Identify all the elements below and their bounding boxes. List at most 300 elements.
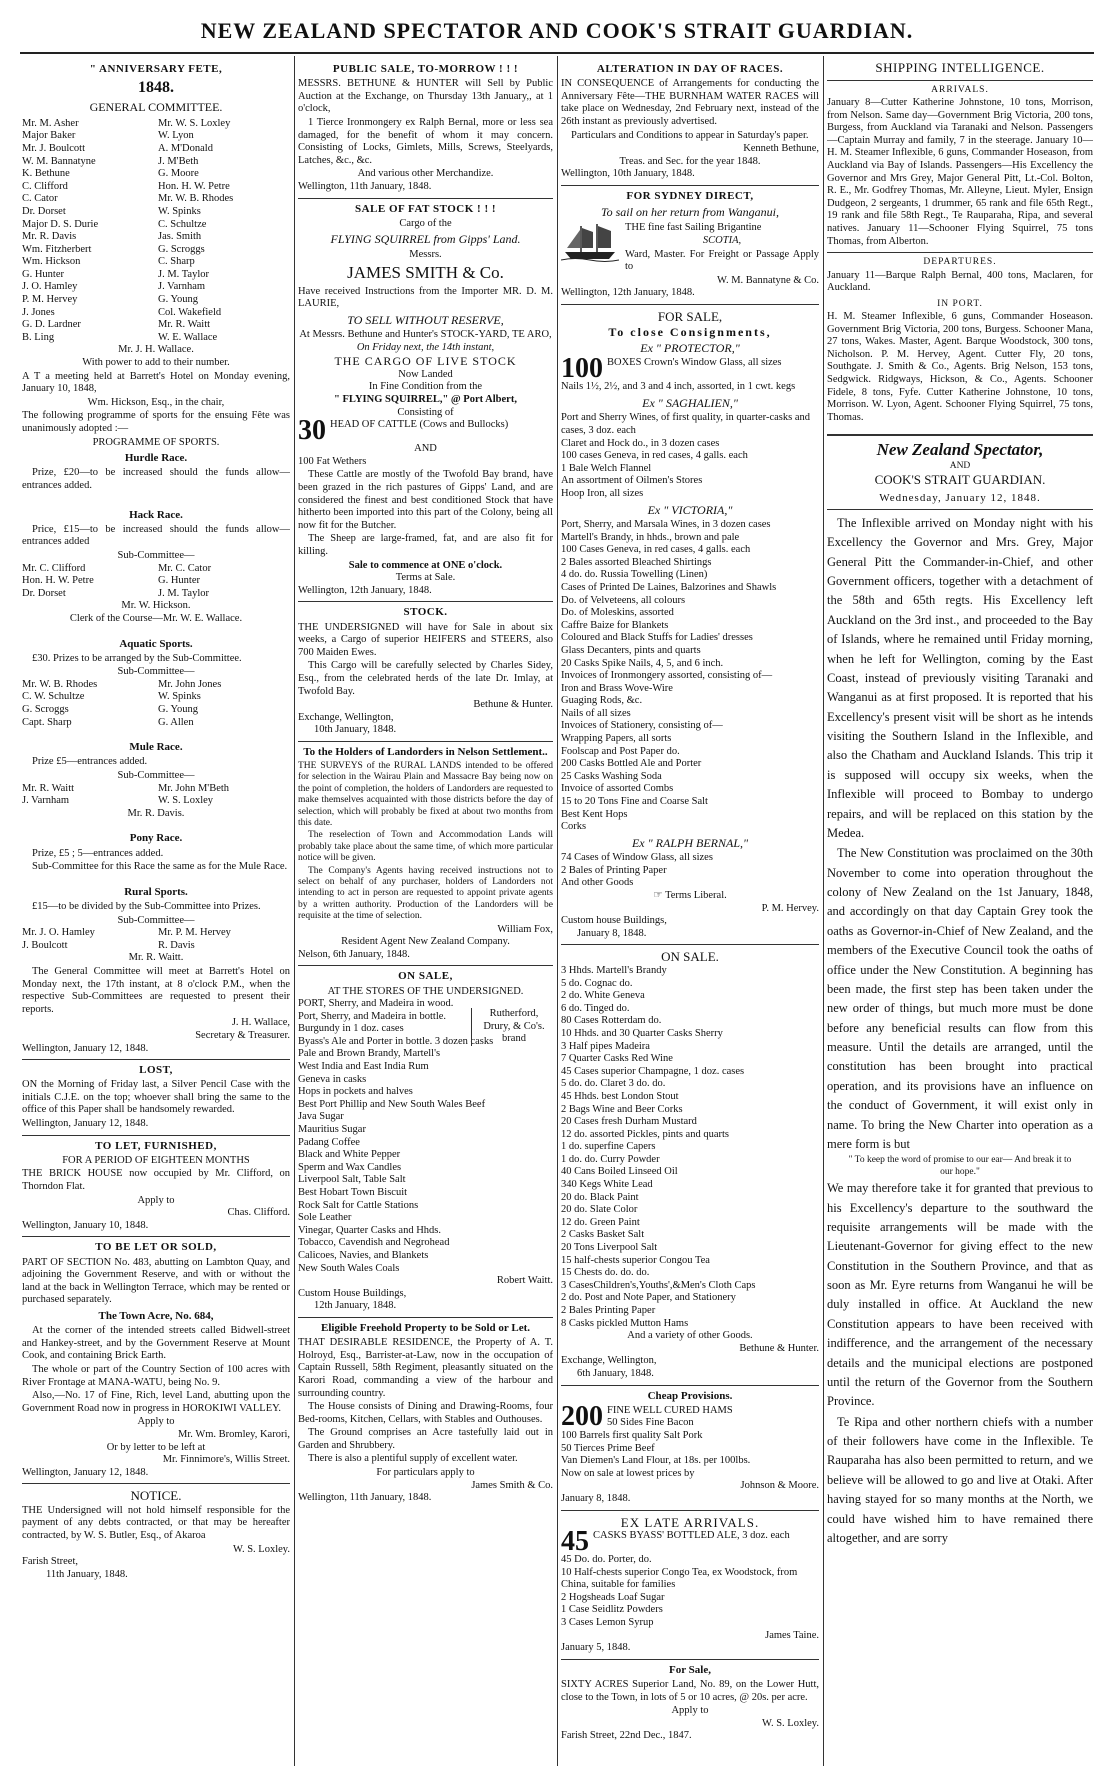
list-item: W. Spinks	[158, 691, 201, 703]
list-item: 2 Bales of Printing Paper	[561, 864, 667, 876]
list-item: 40 Cans Boiled Linseed Oil	[561, 1166, 678, 1178]
list-item: Vinegar, Quarter Casks and Hhds.	[298, 1224, 441, 1236]
sydney-title: FOR SYDNEY DIRECT,	[626, 189, 754, 202]
column-divider	[557, 56, 558, 1766]
aquatic-sub-right	[158, 679, 290, 729]
arrivals-label: ARRIVALS.	[931, 84, 989, 95]
holders-text: THE SURVEYS of the RURAL LANDS intended to be offered for selection in the Wairau Plain and Massacre Bay being now on the point of completion, the holders of Landorders are requested to make themselves acquainted with those districts before the day of selection, which will probably be fixed at about two months from this date.	[298, 761, 553, 829]
lost-title: LOST,	[139, 1064, 173, 1077]
now-landed: Now Landed	[398, 368, 453, 380]
list-item: Foolscap and Post Paper do.	[561, 745, 680, 757]
editorial-p3: We may therefore take it for granted that previous to his Excellency's departure to the southward the requisite arrangements will be made with the Lieutenant-Governor for giving effect to the new Constitution in the Southern Province, and that as soon as Mr. Eyre returns from Wanganui he will be duly installed in office. At Auckland the new Constitution appears to have been received with indifference, and the arrangement of the necessary details and the municipal elections are postponed until the return of the Governor from the Southern Province.	[827, 1181, 1093, 1409]
loxley-name: W. S. Loxley.	[762, 1717, 819, 1729]
public-sale-date: Wellington, 11th January, 1848.	[298, 180, 432, 192]
list-item: Invoice of assorted Combs	[561, 783, 674, 795]
ralph-list	[561, 852, 819, 890]
johnson-name: Johnson & Moore.	[740, 1480, 819, 1492]
thirty-number: 30	[298, 415, 326, 447]
consisting-of: Consisting of	[397, 406, 454, 418]
general-meet-text: The General Committee will meet at Barrett's Hotel on Monday next, the 17th instant, at 8 o'clock P.M., when the respective Sub-Committees are requested to present their reports.	[22, 965, 290, 1015]
mule-sub-list	[22, 783, 290, 808]
list-item: Mr. J. O. Hamley	[22, 927, 95, 939]
editorial-quote: " To keep the word of promise to our ear— And break it to our hope."	[848, 1155, 1072, 1177]
list-item: Capt. Sharp	[22, 716, 72, 728]
list-item: Hon. H. W. Petre	[158, 180, 230, 192]
list-item: 7 Quarter Casks Red Wine	[561, 1053, 673, 1065]
list-item: 1 do. do. Curry Powder	[561, 1153, 660, 1165]
freehold-text4: There is also a plentiful supply of excellent water.	[308, 1453, 518, 1465]
list-item: R. Davis	[158, 939, 195, 951]
secretary-role: Secretary & Treasurer.	[195, 1029, 290, 1041]
rutherford-brand: Rutherford, Drury, & Co's. brand	[471, 1008, 553, 1046]
hurdle-title: Hurdle Race.	[124, 452, 188, 465]
alteration-name: Kenneth Bethune,	[743, 143, 819, 155]
list-item: Pale and Brown Brandy, Martell's	[298, 1048, 441, 1060]
list-item: 340 Kegs White Lead	[561, 1179, 653, 1191]
list-item: 10 Half-chests superior Congo Tea, ex Woodstock, from China, suitable for families	[561, 1566, 798, 1591]
alteration-text: IN CONSEQUENCE of Arrangements for conducting the Anniversary Fête—THE BURNHAM WATER RACES will take place on Wednesday, 2nd February next, instead of the 26th instant as previously advertised.	[561, 78, 819, 127]
freehold-text3: The Ground comprises an Acre tastefully laid out in Garden and Shrubbery.	[298, 1427, 553, 1451]
list-item: 12 do. assorted Pickles, pints and quarts	[561, 1128, 729, 1140]
notice-text: THE Undersigned will not hold himself responsible for the payment of any debts contracted, or that may be hereafter contracted, by W. S. Butler, Esq., of Akaroa	[22, 1504, 290, 1542]
list-item: 20 do. Slate Color	[561, 1204, 638, 1216]
list-item: 3 Cases Lemon Syrup	[561, 1617, 654, 1629]
list-item: Invoices of Ironmongery assorted, consisting of—	[561, 670, 773, 682]
holders-title: To the Holders of Landorders in Nelson Settlement..	[303, 745, 548, 758]
alteration-role: Treas. and Sec. for the year 1848.	[619, 155, 761, 167]
and-text: AND	[414, 443, 437, 455]
stock-name: Bethune & Hunter.	[473, 699, 553, 711]
hack-title: Hack Race.	[129, 508, 183, 521]
ward-text: Ward, Master. For Freight or Passage Apply to	[625, 248, 819, 273]
stock-place: Exchange, Wellington,	[298, 711, 394, 723]
list-item: P. M. Hervey	[22, 294, 78, 306]
whole-text: The whole or part of the Country Section of 100 acres with River Frontage at MANA-WATU, being No. 9.	[22, 1363, 290, 1388]
list-item: Corks	[561, 821, 587, 833]
fox-name: William Fox,	[497, 923, 553, 935]
mule-sub-label: Sub-Committee—	[117, 770, 195, 782]
lost-date: Wellington, January 12, 1848.	[22, 1118, 149, 1130]
list-item: Wm. Fitzherbert	[22, 243, 92, 255]
public-sale-text2: 1 Tierce Ironmongery ex Ralph Bernal, more or less sea damaged, for the benefit of whom it may concern. Consisting of Locks, Gimlets, Mills, Screws, Steelyards, Latches, &c., &c.	[298, 116, 553, 166]
list-item: W. E. Wallace	[158, 331, 218, 343]
list-item: Mr. R. Davis	[22, 231, 77, 243]
without-reserve: TO SELL WITHOUT RESERVE,	[347, 312, 504, 327]
list-item: Hops in pockets and halves	[298, 1086, 413, 1098]
hervey-place: Custom house Buildings,	[561, 915, 667, 927]
list-item: G. D. Lardner	[22, 319, 81, 331]
list-item: Do. of Velveteens, all colours	[561, 594, 686, 606]
sold-title: TO BE LET OR SOLD,	[95, 1241, 217, 1254]
column-divider	[823, 56, 824, 1766]
list-item: J. Varnham	[22, 795, 70, 807]
rural-sub-label: Sub-Committee—	[117, 914, 195, 926]
waitt-place: Custom House Buildings,	[298, 1287, 407, 1299]
forsale2-title: For Sale,	[669, 1663, 711, 1676]
committee-left	[22, 118, 154, 345]
list-item: Dr. Dorset	[22, 205, 66, 217]
list-item: G. Hunter	[22, 268, 64, 280]
column-2	[298, 60, 553, 1765]
ship-icon	[561, 222, 619, 262]
mule-text: Prize £5—entrances added.	[32, 756, 148, 768]
list-item: 8 Casks pickled Mutton Hams	[561, 1317, 689, 1329]
hack-sub-left	[22, 563, 154, 601]
inport-text: H. M. Steamer Inflexible, 6 guns, Commander Hoseason. Government Brig Victoria, 200 tons, Burgess. Schooner Mana, 27 tons, Wakes. Master, Agent. Barque Woodstock, 300 tons, Nicholson. P. M. Hervey, Agent. Cutter Fly, 20 tons, Southgate. J. Smith & Co., Agents. Brig Nelson, 153 tons, Sedgwick. Ridgways, Hickson, & Co., Agents. Schooner Fidele, 8 tons, Fyfe. Cutter Katherine Johnstone, 10 tons, Morrison. W. Lyon, Agent. Schooner Flying Squirrel, 75 tons, Thomas.	[827, 311, 1093, 423]
list-item: C. W. Schultze	[22, 691, 85, 703]
apply-label: Apply to	[137, 1416, 175, 1428]
paper-name: New Zealand Spectator,	[876, 440, 1044, 460]
wethers-text: 100 Fat Wethers	[298, 455, 367, 467]
victoria-list	[561, 519, 819, 834]
list-item: C. Clifford	[22, 180, 68, 192]
list-item: Nails of all sizes	[561, 707, 631, 719]
list-item: 200 Casks Bottled Ale and Porter	[561, 758, 702, 770]
inport-label: IN PORT.	[937, 298, 983, 309]
fs-date: Farish Street, 22nd Dec., 1847.	[561, 1730, 692, 1742]
list-item: Sperm and Wax Candles	[298, 1161, 402, 1173]
hervey-date: January 8, 1848.	[577, 927, 647, 939]
list-item: Now on sale at lowest prices by	[561, 1467, 695, 1479]
list-item: New South Wales Coals	[298, 1262, 400, 1274]
late-list	[561, 1554, 819, 1630]
rural-sub-list	[22, 927, 290, 952]
public-sale-title: PUBLIC SALE, TO-MORROW ! ! !	[332, 63, 519, 75]
list-item: 1 Bale Welch Flannel	[561, 462, 652, 474]
list-item: Mr. C. Clifford	[22, 562, 86, 574]
sold-text: PART OF SECTION No. 483, abutting on Lambton Quay, and adjoining the Government Reserve, and with or without the land at the back in Wellington Terrace, which may be rented or purchased separately.	[22, 1256, 290, 1306]
mule-title: Mule Race.	[129, 741, 183, 754]
freehold-text2: The House consists of Dining and Drawing-Rooms, four Bed-rooms, Kitchen, Cellars, with Stables and Outhouses.	[298, 1401, 553, 1425]
list-item: Geneva in casks	[298, 1073, 367, 1085]
list-item: And other Goods	[561, 877, 634, 889]
cargo-live-stock: THE CARGO OF LIVE STOCK	[334, 354, 517, 369]
onsale-title: ON SALE,	[398, 970, 453, 983]
list-item: 1 do. superfine Capers	[561, 1141, 656, 1153]
list-item: Major Baker	[22, 130, 76, 142]
bh-date: 6th January, 1848.	[577, 1367, 654, 1379]
pony-text: Prize, £5 ; 5—entrances added.	[32, 847, 164, 859]
commence-text: Sale to commence at ONE o'clock.	[348, 559, 503, 571]
list-item: 45 Do. do. Porter, do.	[561, 1554, 652, 1566]
list-item: 20 Cases fresh Durham Mustard	[561, 1116, 697, 1128]
shipping-title: SHIPPING INTELLIGENCE.	[875, 60, 1045, 75]
list-item: J. Varnham	[158, 281, 206, 293]
bromley-name: Mr. Wm. Bromley, Karori,	[178, 1428, 290, 1440]
list-item: 1 Case Seidlitz Powders	[561, 1604, 663, 1616]
list-item: Liverpool Salt, Table Salt	[298, 1174, 406, 1186]
terms-text: Terms at Sale.	[395, 572, 456, 584]
late-date: January 5, 1848.	[561, 1642, 631, 1654]
list-item: Jas. Smith	[158, 231, 202, 243]
let-sub: FOR A PERIOD OF EIGHTEEN MONTHS	[62, 1154, 250, 1166]
onsale-sub: AT THE STORES OF THE UNDERSIGNED.	[327, 985, 524, 997]
departures-label: DEPARTURES.	[923, 257, 997, 268]
fat-stock-title: SALE OF FAT STOCK ! ! !	[354, 202, 497, 215]
committee-list	[22, 118, 290, 345]
editorial-p2: The New Constitution was proclaimed on the 30th November to come into operation throughout the colony of New Zealand on the 1st January, 1848, and accordingly on that day Captain Grey took the oaths as Governor-in-Chief of New Zealand, and the members of the Executive Council took the oaths of office under the New Constitution. A beginning has been made, the first step has been taken under the new order of things, but much more must be done before any beneficial results can flow from this measure. Until the details are arranged, until the constitution has been brought into practical operation, and its provisions have an influence on the conduct of Government, it will exist only in name. To bring the New Charter into operation as a mere form is but	[827, 846, 1093, 1151]
list-item: Mr. W. B. Rhodes	[22, 678, 98, 690]
rural-sub-right	[158, 927, 290, 952]
notice-date: 11th January, 1848.	[46, 1568, 128, 1580]
cattle-text: HEAD OF CATTLE (Cows and Bullocks)	[330, 419, 509, 431]
mule-sub-last: Mr. R. Davis.	[127, 807, 185, 819]
list-item: 10 Hhds. and 30 Quarter Casks Sherry	[561, 1027, 723, 1039]
nails-text: Nails 1½, 2½, and 3 and 4 inch, assorted, in 1 cwt. kegs	[561, 381, 796, 393]
notice-title: NOTICE.	[130, 1488, 182, 1504]
list-item: Mr. John Jones	[158, 678, 222, 690]
fete-year: 1848.	[138, 79, 174, 97]
list-item: Mr. John M'Beth	[158, 782, 230, 794]
onsale-list-rest	[298, 1036, 553, 1275]
let-text: THE BRICK HOUSE now occupied by Mr. Clifford, on Thorndon Flat.	[22, 1168, 290, 1193]
list-item: Best Port Phillip and New South Wales Beef	[298, 1098, 486, 1110]
list-item: Do. of Moleskins, assorted	[561, 607, 674, 619]
james-smith-co: JAMES SMITH & Co.	[347, 263, 504, 283]
onsale2-title: ON SALE.	[661, 949, 719, 965]
town-acre-title: The Town Acre, No. 684,	[98, 1309, 214, 1322]
fox-date: Nelson, 6th January, 1848.	[298, 948, 410, 960]
fete-date: Wellington, January 12, 1848.	[22, 1042, 149, 1054]
list-item: 45 Hhds. best London Stout	[561, 1090, 679, 1102]
clerk-text: Clerk of the Course—Mr. W. E. Wallace.	[69, 612, 243, 624]
list-item: K. Bethune	[22, 168, 70, 180]
fortyfive-number: 45	[561, 1526, 589, 1558]
bh-place: Exchange, Wellington,	[561, 1355, 657, 1367]
list-item: W. S. Loxley	[158, 795, 214, 807]
list-item: J. Jones	[22, 306, 55, 318]
list-item: Invoices of Stationery, consisting of—	[561, 720, 723, 732]
list-item: Java Sugar	[298, 1111, 344, 1123]
freehold-date: Wellington, 11th January, 1848.	[298, 1492, 432, 1504]
list-item: 45 Cases superior Champagne, 1 doz. cases	[561, 1065, 745, 1077]
list-item: 15 half-chests superior Congou Tea	[561, 1254, 710, 1266]
list-item: Hon. H. W. Petre	[22, 575, 94, 587]
list-item: 3 Half pipes Madeira	[561, 1040, 650, 1052]
list-item: 2 Hogsheads Loaf Sugar	[561, 1591, 665, 1603]
aquatic-title: Aquatic Sports.	[119, 637, 193, 650]
list-item: Sole Leather	[298, 1212, 352, 1224]
list-item: Best Hobart Town Biscuit	[298, 1187, 408, 1198]
committee-title: GENERAL COMMITTEE.	[89, 100, 223, 115]
freehold-title: Eligible Freehold Property to be Sold or Let.	[321, 1321, 530, 1334]
list-item: G. Hunter	[158, 575, 200, 587]
list-item: Port and Sherry Wines, of first quality, in quarter-casks and cases, 3 doz. each	[561, 412, 810, 437]
hack-sub-list	[22, 563, 290, 601]
let-name: Chas. Clifford.	[227, 1207, 290, 1219]
list-item: 100 cases Geneva, in red cases, 4 galls. each	[561, 450, 748, 462]
list-item: J. O. Hamley	[22, 281, 78, 293]
list-item: G. Moore	[158, 168, 199, 180]
flying-squirrel: FLYING SQUIRREL from Gipps' Land.	[330, 232, 521, 247]
rural-sub-left	[22, 927, 154, 952]
list-item: Best Kent Hops	[561, 808, 628, 820]
cargo-of: Cargo of the	[399, 217, 452, 229]
aquatic-sub-label: Sub-Committee—	[117, 666, 195, 678]
list-item: 100 Cases Geneva, in red cases, 4 galls. each	[561, 544, 751, 556]
list-item: W. Spinks	[158, 205, 201, 217]
fine-condition: In Fine Condition from the	[368, 381, 483, 393]
sydney-sub: To sail on her return from Wanganui,	[601, 205, 779, 220]
hack-sub-label: Sub-Committee—	[117, 549, 195, 561]
column-4	[827, 60, 1093, 1765]
hams-text: FINE WELL CURED HAMS	[607, 1404, 733, 1416]
public-sale-text: MESSRS. BETHUNE & HUNTER will Sell by Public Auction at the Exchange, on Thursday 13th January,, at 1 o'clock,	[298, 78, 553, 115]
list-item: G. Scroggs	[22, 704, 69, 716]
stock-title: STOCK.	[403, 606, 448, 619]
list-item: Port, Sherry, and Madeira in bottle.	[298, 1010, 447, 1022]
chair-text: Wm. Hickson, Esq., in the chair,	[87, 396, 225, 408]
port-albert: " FLYING SQUIRREL," @ Port Albert,	[334, 394, 517, 406]
holders-text2: The reselection of Town and Accommodation Lands will probably take place about the same time, of which more particular notice will be given.	[298, 830, 553, 864]
list-item: Tobacco, Cavendish and Negrohead	[298, 1237, 450, 1249]
sydney-text: THE fine fast Sailing Brigantine	[625, 221, 762, 233]
alteration-title: ALTERATION IN DAY OF RACES.	[596, 63, 784, 75]
list-item: Van Diemen's Land Flour, at 18s. per 100lbs.	[561, 1455, 751, 1467]
boxes-text: BOXES Crown's Window Glass, all sizes	[607, 357, 782, 369]
list-item: 12 do. Green Paint	[561, 1216, 640, 1228]
fox-role: Resident Agent New Zealand Company.	[341, 936, 510, 948]
list-item: C. Cator	[22, 193, 58, 205]
masthead: NEW ZEALAND SPECTATOR AND COOK'S STRAIT GUARDIAN.	[200, 18, 914, 43]
top-rule	[20, 52, 1094, 54]
list-item: 2 Casks Basket Salt	[561, 1229, 645, 1241]
list-item: West India and East India Rum	[298, 1061, 429, 1073]
hundred-number: 100	[561, 353, 603, 385]
list-item: A. M'Donald	[158, 142, 213, 154]
committee-right	[158, 118, 290, 345]
list-item: 80 Cases Rotterdam do.	[561, 1015, 662, 1027]
stockyard-text: At Messrs. Bethune and Hunter's STOCK-YARD, TE ARO,	[299, 329, 552, 341]
list-item: 15 Chests do. do. do.	[561, 1267, 650, 1279]
aquatic-sub-left	[22, 679, 154, 729]
list-item: G. Scroggs	[158, 243, 205, 255]
bh-name: Bethune & Hunter.	[739, 1342, 819, 1354]
list-item: 20 Casks Spike Nails, 4, 5, and 6 inch.	[561, 657, 724, 669]
list-item: 5 do. Cognac do.	[561, 977, 633, 989]
list-item: Major D. S. Durie	[22, 218, 99, 230]
late-title: EX LATE ARRIVALS.	[620, 1514, 760, 1530]
secretary-name: J. H. Wallace,	[231, 1017, 290, 1029]
list-item: Black and White Pepper	[298, 1149, 401, 1161]
pony-sub: Sub-Committee for this Race the same as for the Mule Race.	[32, 861, 288, 873]
instructions-text: Have received Instructions from the Importer MR. D. M. LAURIE,	[298, 285, 553, 310]
list-item: Coloured and Black Stuffs for Ladies' dresses	[561, 632, 753, 644]
list-item: G. Allen	[158, 716, 194, 728]
list-item: Mr. M. Asher	[22, 117, 79, 129]
list-item: Cases of Printed De Laines, Balzorines and Shawls	[561, 581, 777, 593]
list-item: Mr. J. Boulcott	[22, 142, 86, 154]
hervey-name: P. M. Hervey.	[761, 902, 819, 914]
arrivals-text: January 8—Cutter Katherine Johnstone, 10 tons, Morrison, from Nelson. Same day—Government Brig Victoria, 200 tons, Burgess, from Auckland via Taranaki and Nelson. Passengers—Captain Murray and family, 7 in the steerage. January 10—H. M. Steamer Inflexible, 6 guns, Commander Hoseason, from Auckland via Bay of Islands. Passengers—His Excellency the Governor and Mrs Grey, Major General Pitt, Lt.-Col. Bolton, R. E., Mr. Godfrey Thomas, Mr. Alleyne, Lieut. Myler, Ensign Dudgeon, 2 sergeants, 1 drummer, 65 rank and file 65th Regt., 19 rank and file 58th Regt., Te Rauparaha, Ripa, and several natives. January 11—Schooner Flying Squirrel, 75 tons Thomas, from Alberton.	[827, 96, 1093, 247]
cheap-title: Cheap Provisions.	[647, 1389, 733, 1402]
list-item: C. Sharp	[158, 256, 195, 268]
programme-intro: The following programme of sports for the ensuing Fête was unanimously adopted :—	[22, 410, 290, 435]
messrs: Messrs.	[409, 248, 442, 260]
list-item: 100 Barrels first quality Salt Pork	[561, 1429, 703, 1441]
letter-text: Or by letter to be left at	[106, 1441, 206, 1453]
aquatic-text: £30. Prizes to be arranged by the Sub-Committee.	[32, 652, 242, 664]
freehold-name: James Smith & Co.	[471, 1479, 553, 1491]
list-item: 20 Tons Liverpool Salt	[561, 1242, 658, 1254]
list-item: 2 do. White Geneva	[561, 990, 645, 1002]
programme-title: PROGRAMME OF SPORTS.	[92, 436, 220, 448]
lost-text: ON the Morning of Friday last, a Silver Pencil Case with the initials C.J.E. on the top; whoever shall bring the same to the office of this Paper shall be handsomely rewarded.	[22, 1079, 290, 1116]
list-item: 2 Bales assorted Bleached Shirtings	[561, 556, 712, 568]
protector: Ex " PROTECTOR,"	[640, 341, 740, 356]
terms-liberal: ☞ Terms Liberal.	[653, 890, 727, 901]
power-text: With power to add to their number.	[82, 357, 230, 369]
cheap-date: January 8, 1848.	[561, 1492, 631, 1504]
mule-sub-right	[158, 783, 290, 808]
mule-sub-left	[22, 783, 154, 808]
hack-sub-last: Mr. W. Hickson.	[121, 600, 191, 612]
pony-title: Pony Race.	[129, 832, 183, 845]
list-item: 50 Tierces Prime Beef	[561, 1442, 655, 1454]
list-item: Caffre Baize for Blankets	[561, 619, 669, 631]
and-label: AND	[949, 460, 971, 471]
column-1	[22, 60, 290, 1765]
list-item: Padang Coffee	[298, 1136, 360, 1148]
list-item: Hoop Iron, all sizes	[561, 488, 644, 499]
bannatyne-name: W. M. Bannatyne & Co.	[717, 274, 819, 286]
list-item: Mr. W. B. Rhodes	[158, 193, 234, 205]
editorial-p1: The Inflexible arrived on Monday night with his Excellency the Governor and Mrs. Grey, Major General Pitt the Commander-in-Chief, and other Government officers, together with a detachment of the 58th and 65th regts. His Excellency left Auckland on the 3rd inst., and proceeded to the Bay of Islands, where he remained until Friday morning, when he left for Wellington, coming by the East Coast, instead of previously visiting Taranaki and Wanganui as at first proposed. It is reported that his Excellency's present visit will be short as he intends visiting the Southern Island in the Inflexible, and also the Chatham and Auckland Islands. This trip it is supposed will occupy six weeks, when the Inflexible will proceed to Bombay to undergo repairs, and will be replaced on this station by the Medea.	[827, 515, 1093, 840]
let-apply: Apply to	[137, 1194, 175, 1206]
saghalien-list	[561, 412, 819, 500]
list-item: Mr. W. S. Loxley	[158, 117, 231, 129]
consignments: To close Consignments,	[608, 324, 772, 339]
also-text: Also,—No. 17 of Fine, Rich, level Land, abutting upon the Government Road now in progress in HOROKIWI VALLEY.	[22, 1390, 290, 1414]
list-item: W. Lyon	[158, 130, 194, 142]
let-title: TO LET, FURNISHED,	[95, 1139, 217, 1152]
list-item: Mr. R. Waitt	[22, 782, 75, 794]
fete-title: " ANNIVERSARY FETE,	[89, 63, 223, 75]
onsale2-list	[561, 965, 819, 1330]
committee-last: Mr. J. H. Wallace.	[118, 344, 194, 356]
list-item: 3 Hhds. Martell's Brandy	[561, 964, 667, 976]
list-item: Dr. Dorset	[22, 587, 66, 599]
list-item: 5 do. do. Claret 3 do. do.	[561, 1078, 666, 1090]
list-item: Calicoes, Navies, and Blankets	[298, 1249, 429, 1261]
list-item: 6 do. Tinged do.	[561, 1002, 630, 1014]
list-item: 4 do. do. Russia Towelling (Linen)	[561, 569, 708, 581]
friday-text: On Friday next, the 14th instant,	[356, 341, 495, 353]
rural-sub-last: Mr. R. Waitt.	[128, 952, 184, 964]
list-item: Mauritius Sugar	[298, 1124, 366, 1136]
waitt-name: Robert Waitt.	[496, 1275, 553, 1287]
list-item: G. Young	[158, 294, 198, 306]
list-item: J. Boulcott	[22, 939, 68, 951]
fat-stock-date: Wellington, 12th January, 1848.	[298, 584, 432, 596]
list-item: Burgundy in 1 doz. cases	[298, 1023, 404, 1035]
sydney-date: Wellington, 12th January, 1848.	[561, 287, 695, 299]
town-text: At the corner of the intended streets called Bidwell-street and Hankey-street, and by the Government Reserve at Mount Cook, and containing Brick Earth.	[22, 1325, 290, 1362]
column-3	[561, 60, 819, 1765]
sixty-acres-text: SIXTY ACRES Superior Land, No. 89, on the Lower Hutt, close to the Town, in lots of 5 or 10 acres, @ 20s. per acre.	[561, 1679, 819, 1703]
saghalien: Ex " SAGHALIEN,"	[642, 396, 738, 411]
editorial-p4: Te Ripa and other northern chiefs with a number of their followers have come in the Inflexible. Te Rauparaha has also been permitted to return, and we believe will be allowed to go and live at Otaki. After having stayed for so many months at the North, we could have wished him to have remained there altogether, and are sorry	[827, 1414, 1093, 1545]
list-item: Martell's Brandy, in hhds., brown and pale	[561, 531, 740, 543]
hack-sub-right	[158, 563, 290, 601]
list-item: Iron and Brass Wove-Wire	[561, 682, 673, 694]
list-item: 25 Casks Washing Soda	[561, 770, 662, 782]
list-item: B. Ling	[22, 331, 55, 343]
list-item: C. Schultze	[158, 218, 207, 230]
cattle-description: These Cattle are mostly of the Twofold Bay brand, have been grazed in the rich pastures of Gipps' Land, and are considered the finest and best conditioned Stock that have hitherto been imported into this part of the Colony, being all now fit for the Butcher.	[298, 469, 553, 531]
notice-place: Farish Street,	[22, 1556, 78, 1568]
list-item: W. M. Bannatyne	[22, 155, 96, 167]
